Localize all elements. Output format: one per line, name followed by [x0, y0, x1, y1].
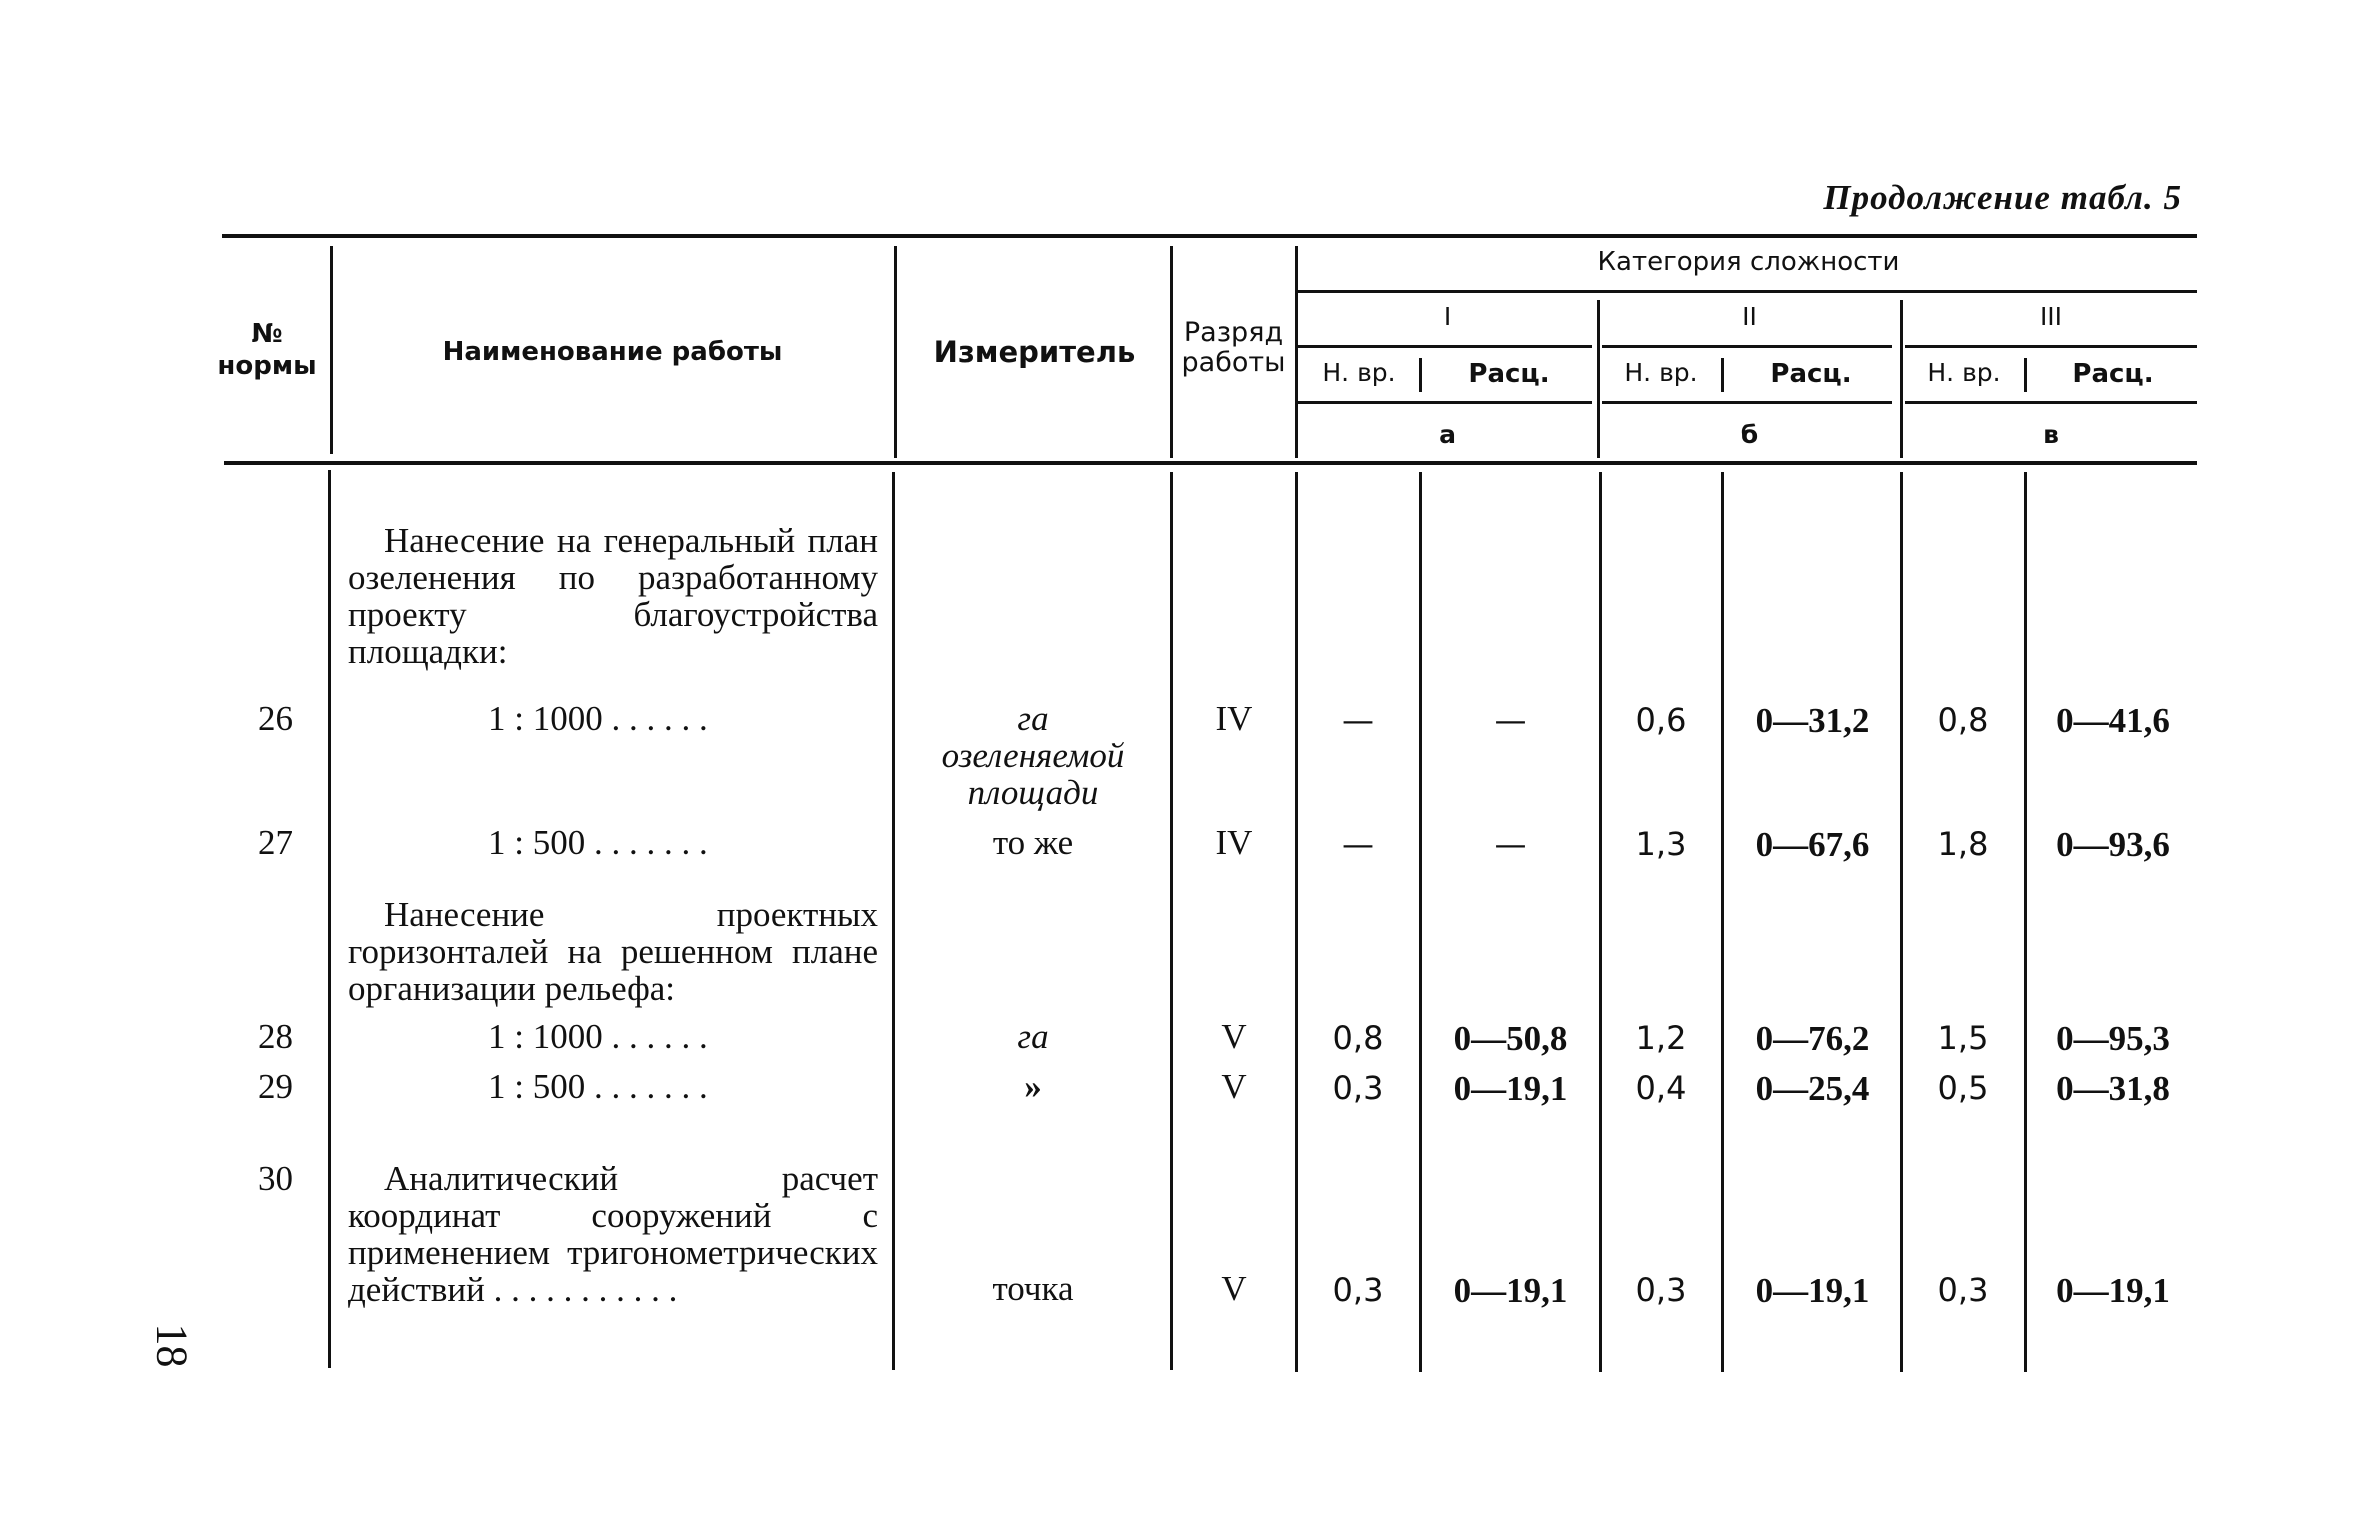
group-title-2: Нанесение проектных горизонталей на решенном плане организации рельефа: — [348, 895, 878, 1008]
row-30-no: 30 — [258, 1159, 293, 1198]
row-26-name: 1 : 1000 . . . . . . — [488, 699, 708, 738]
body-col-divider-4 — [1295, 472, 1298, 1372]
row-28-grade: V — [1221, 1017, 1247, 1056]
row-27-c3-time: 1,8 — [1937, 825, 1989, 863]
row-29-c3-rate: 0—31,8 — [2056, 1069, 2170, 1108]
header-time-2: Н. вр. — [1624, 358, 1698, 387]
subheader-rule-3 — [1905, 401, 2197, 404]
row-30-c3-rate: 0—19,1 — [2056, 1271, 2170, 1310]
header-work-name: Наименование работы — [442, 337, 783, 367]
header-time-3: Н. вр. — [1927, 358, 2001, 387]
table-caption: Продолжение табл. 5 — [1823, 178, 2182, 217]
header-col-divider-2 — [894, 246, 897, 458]
row-28-c1-rate: 0—50,8 — [1453, 1019, 1568, 1058]
row-27-grade: IV — [1215, 823, 1253, 862]
row-30-grade: V — [1221, 1269, 1247, 1308]
header-col-divider-4 — [1295, 246, 1298, 458]
table-top-rule — [222, 234, 2197, 238]
subheader-rule-1 — [1297, 401, 1592, 404]
row-28-name: 1 : 1000 . . . . . . — [488, 1017, 708, 1056]
subheader-rule-2 — [1602, 401, 1892, 404]
header-sub-divider-3 — [2024, 358, 2027, 392]
header-sub-divider-2 — [1721, 358, 1724, 392]
header-bottom-rule — [224, 461, 2197, 465]
row-29-name: 1 : 500 . . . . . . . — [488, 1067, 708, 1106]
body-col-divider-3 — [1170, 472, 1173, 1370]
row-28-c3-rate: 0—95,3 — [2056, 1019, 2170, 1058]
header-category-1: I — [1443, 302, 1452, 331]
row-26-measure — [898, 700, 1168, 811]
body-col-divider-5 — [1419, 472, 1422, 1372]
category-rule-3 — [1905, 345, 2197, 348]
row-27-c2-rate: 0—67,6 — [1755, 825, 1870, 864]
row-29-c3-time: 0,5 — [1937, 1069, 1989, 1107]
body-col-divider-7 — [1721, 472, 1724, 1372]
body-col-divider-9 — [2024, 472, 2027, 1372]
row-30-c2-rate: 0—19,1 — [1755, 1271, 1870, 1310]
row-28-c1-time: 0,8 — [1332, 1019, 1384, 1057]
body-col-divider-1 — [328, 470, 331, 1368]
row-30-name: Аналитический расчет координат сооружений с применением тригонометрических действий . . . . . . . . . . . — [348, 1159, 878, 1309]
header-grade: Разряд работы — [1181, 317, 1286, 378]
row-30-c3-time: 0,3 — [1937, 1271, 1989, 1309]
row-27-c1-time: — — [1342, 825, 1374, 863]
row-28-measure-text: га — [1017, 1017, 1049, 1056]
header-cat-divider-2 — [1900, 300, 1903, 458]
body-col-divider-2 — [892, 472, 895, 1370]
header-letter-a: а — [1439, 420, 1456, 449]
row-28-no: 28 — [258, 1017, 293, 1056]
row-26-c3-time: 0,8 — [1937, 701, 1989, 739]
body-col-divider-8 — [1900, 472, 1903, 1372]
header-measure: Измеритель — [933, 335, 1136, 369]
category-rule-1 — [1297, 345, 1592, 348]
header-cat-divider-1 — [1597, 300, 1600, 458]
row-29-c1-time: 0,3 — [1332, 1069, 1384, 1107]
header-time-1: Н. вр. — [1322, 358, 1396, 387]
row-28-c3-time: 1,5 — [1937, 1019, 1989, 1057]
header-rate-1: Расц. — [1468, 359, 1550, 389]
row-30-c2-time: 0,3 — [1635, 1271, 1687, 1309]
header-category-3: III — [2039, 302, 2063, 331]
row-28-c2-rate: 0—76,2 — [1755, 1019, 1870, 1058]
complexity-rule — [1297, 290, 2197, 293]
header-letter-b: б — [1740, 420, 1759, 449]
body-col-divider-6 — [1599, 472, 1602, 1372]
row-26-measure-text: га озеленяемой площади — [941, 699, 1125, 812]
row-28-c2-time: 1,2 — [1635, 1019, 1687, 1057]
row-26-c2-rate: 0—31,2 — [1755, 701, 1870, 740]
row-30-c1-rate: 0—19,1 — [1453, 1271, 1568, 1310]
header-sub-divider-1 — [1419, 358, 1422, 392]
row-29-grade: V — [1221, 1067, 1247, 1106]
row-29-c2-time: 0,4 — [1635, 1069, 1687, 1107]
header-norm-no: № нормы — [217, 319, 317, 381]
row-28-measure — [898, 1018, 1168, 1055]
row-26-c1-time: — — [1342, 701, 1374, 739]
row-27-c2-time: 1,3 — [1635, 825, 1687, 863]
header-letter-v: в — [2043, 420, 2059, 449]
header-col-divider-1 — [330, 246, 333, 454]
header-category-2: II — [1742, 302, 1757, 331]
row-29-measure: » — [1024, 1067, 1042, 1106]
row-26-grade: IV — [1215, 699, 1253, 738]
row-26-no: 26 — [258, 699, 293, 738]
row-27-c1-rate: — — [1494, 825, 1527, 863]
header-rate-2: Расц. — [1770, 359, 1852, 389]
header-complexity: Категория сложности — [1597, 247, 1900, 277]
row-26-c3-rate: 0—41,6 — [2056, 701, 2170, 740]
row-27-measure: то же — [992, 823, 1074, 862]
row-30-measure: точка — [992, 1269, 1074, 1308]
row-30-c1-time: 0,3 — [1332, 1271, 1384, 1309]
row-26-c1-rate: — — [1494, 701, 1527, 739]
header-rate-3: Расц. — [2072, 359, 2154, 389]
row-27-name: 1 : 500 . . . . . . . — [488, 823, 708, 862]
category-rule-2 — [1602, 345, 1892, 348]
row-29-c1-rate: 0—19,1 — [1453, 1069, 1568, 1108]
group-title-1: Нанесение на генеральный план озеленения по разработанному проекту благоустройства площадки: — [348, 521, 878, 671]
header-col-divider-3 — [1170, 246, 1173, 458]
row-29-no: 29 — [258, 1067, 293, 1106]
page-number: 18 — [147, 1323, 197, 1368]
row-27-c3-rate: 0—93,6 — [2056, 825, 2170, 864]
row-29-c2-rate: 0—25,4 — [1755, 1069, 1870, 1108]
row-27-no: 27 — [258, 823, 293, 862]
row-26-c2-time: 0,6 — [1635, 701, 1687, 739]
